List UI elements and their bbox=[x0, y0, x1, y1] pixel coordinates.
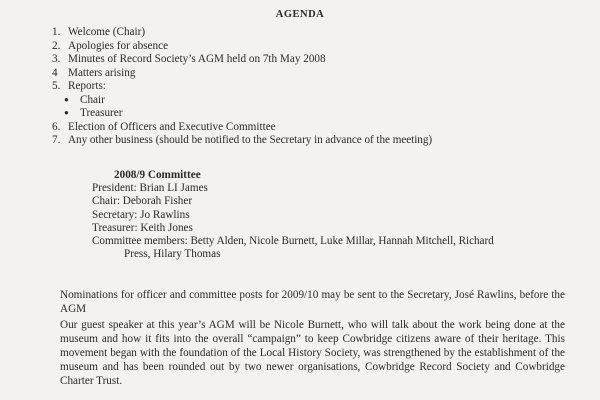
agenda-item-number: 6. bbox=[52, 120, 61, 133]
agenda-item bbox=[52, 133, 572, 147]
committee-president: President: Brian LI James bbox=[92, 182, 208, 195]
agenda-list bbox=[52, 25, 572, 147]
agenda-item-text: Minutes of Record Society’s AGM held on 7th May 2008 bbox=[68, 53, 326, 65]
report-item bbox=[52, 106, 572, 120]
agenda-item-text: Matters arising bbox=[68, 66, 136, 79]
committee-chair: Chair: Deborah Fisher bbox=[92, 195, 193, 208]
agenda-item bbox=[52, 79, 572, 93]
agenda-item-text: Apologies for absence bbox=[68, 39, 169, 52]
committee-members-line2: Press, Hilary Thomas bbox=[124, 248, 221, 261]
committee-block bbox=[92, 168, 562, 260]
agenda-item-text: Any other business (should be notified to the Secretary in advance of the meeting) bbox=[68, 134, 433, 146]
agenda-item-number: 7. bbox=[52, 134, 61, 146]
bullet-icon: ● bbox=[64, 108, 69, 117]
agenda-item bbox=[52, 120, 572, 134]
bullet-icon: ● bbox=[64, 94, 69, 104]
reports-sublist bbox=[52, 93, 572, 120]
nominations-paragraph: Nominations for officer and committee posts for 2009/10 may be sent to the Secretary, José Rawlins, before the AGM bbox=[60, 289, 565, 315]
agenda-title: AGENDA bbox=[275, 9, 325, 20]
agenda-item-text: Reports: bbox=[68, 80, 106, 92]
agenda-item bbox=[52, 52, 572, 66]
committee-heading: 2008/9 Committee bbox=[114, 169, 201, 181]
agenda-item bbox=[52, 25, 572, 39]
agenda-item-text: Welcome (Chair) bbox=[68, 26, 146, 38]
committee-members-line1: Committee members: Betty Alden, Nicole Burnett, Luke Millar, Hannah Mitchell, Richard bbox=[92, 234, 494, 247]
agenda-item bbox=[52, 39, 572, 53]
report-item bbox=[52, 93, 572, 107]
committee-treasurer: Treasurer: Keith Jones bbox=[92, 221, 193, 234]
agenda-item-number: 4 bbox=[52, 66, 58, 79]
agenda-item-text: Election of Officers and Executive Committee bbox=[68, 120, 276, 133]
report-item-text: Chair bbox=[80, 93, 105, 106]
agenda-item bbox=[52, 66, 572, 80]
report-item-text: Treasurer bbox=[80, 107, 123, 119]
agenda-item-number: 2. bbox=[52, 39, 61, 52]
agenda-item-number: 1. bbox=[52, 26, 61, 38]
reports-sublist-container bbox=[52, 93, 572, 120]
committee-secretary: Secretary: Jo Rawlins bbox=[92, 208, 190, 221]
agenda-item-number: 5. bbox=[52, 80, 61, 92]
agenda-item-number: 3. bbox=[52, 53, 61, 65]
guest-speaker-paragraph: Our guest speaker at this year’s AGM will be Nicole Burnett, who will talk about the work being done at the museum and how it fits into the overall “campaign” to keep Cowbridge citizens aware of their heritage. This movement began with the foundation of the Local History Society, was strengthened by the establishment of the museum and has been rounded out by two newer organisations, Cowbridge Record Society and Cowbridge Charter Trust. bbox=[60, 319, 565, 387]
